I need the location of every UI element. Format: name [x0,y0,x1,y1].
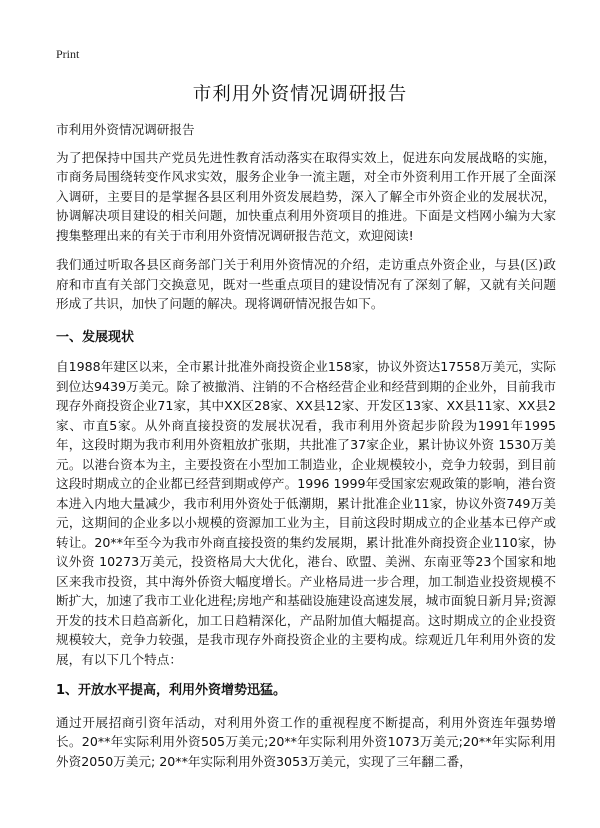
paragraph-intro: 为了把保持中国共产党员先进性教育活动落实在取得实效上，促进东向发展战略的实施，市商务局围绕转变作风求实效，服务企业争一流主题，对全市外资利用工作开展了全面深入调研，主要目的是掌握各县区利用外资发展趋势，深入了解全市外资企业的发展状况，协调解决项目建设的相关问题，加快重点利用外资项目的推进。下面是文档网小编为大家搜集整理出来的有关于市利用外资情况调研报告范文，欢迎阅读! [56,149,556,243]
section-heading-status: 一、发展现状 [56,329,135,345]
document-subtitle: 市利用外资情况调研报告 [56,122,195,137]
subheading-openness: 1、开放水平提高，利用外资增势迅猛。 [56,683,287,698]
paragraph-status: 自1988年建区以来，全市累计批准外商投资企业158家，协议外资达17558万美元，实际到位达9439万美元。除了被撤消、注销的不合格经营企业和经营到期的企业外，目前我市现存外商投资企业71家，其中XX区28家、XX县12家、开发区13家、XX县11家、XX县2家、市直5家。从外商直接投资的发展状况看，我市利用外资起步阶段为1991年1995年，这段时期为我市利用外资粗放扩张期，共批准了37家企业，累计协议外资 1530万美元。以港台资本为主，主要投资在小型加工制造业，企业规模较小，竞争力较弱，到目前这段时期成立的企业都已经营到期或停产。1996 1999年受国家宏观政策的影响，港台资本进入内地大量减少，我市利用外资处于低潮期，累计批准企业11家，协议外资749万美元，这期间的企业多以小规模的资源加工业为主，目前这段时期成立的企业基本已停产或转让。20**年至今为我市外商直接投资的集约发展期，累计批准外商投资企业110家，协议外资 10273万美元，投资格局大大优化，港台、欧盟、美洲、东南亚等23个国家和地区来我市投资，其中海外侨资大幅度增长。产业格局进一步合理，加工制造业投资规模不断扩大，加速了我市工业化进程;房地产和基础设施建设高速发展，城市面貌日新月异;资源开发的技术日趋高新化，加工日趋精深化，产品附加值大幅提高。这时期成立的企业投资规模较大，竞争力较强，是我市现存外商投资企业的主要构成。综观近几年利用外资的发展，有以下几个特点： [56,359,556,667]
page-title: 市利用外资情况调研报告 [192,84,408,105]
paragraph-method: 我们通过听取各县区商务部门关于利用外资情况的介绍，走访重点外资企业，与县(区)政府和市直有关部门交换意见，既对一些重点项目的建设情况有了深刻了解，又就有关问题形成了共识，加快了问题的解决。现将调研情况报告如下。 [56,257,556,311]
print-label[interactable]: Print [56,47,80,61]
document-body [56,120,556,781]
paragraph-openness: 通过开展招商引资年活动，对利用外资工作的重视程度不断提高，利用外资连年强势增长。20**年实际利用外资505万美元;20**年实际利用外资1073万美元;20**年实际利用外资2050万美元; 20**年实际利用外资3053万美元，实现了三年翻二番， [56,714,556,769]
